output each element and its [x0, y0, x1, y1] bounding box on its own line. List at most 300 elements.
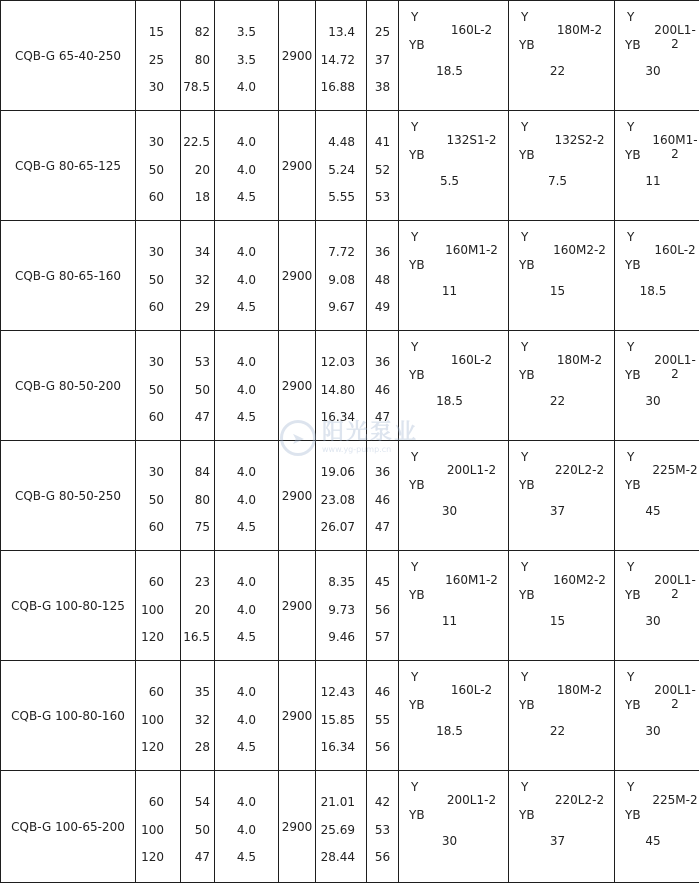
npsh-value: 4.0 [215, 157, 256, 185]
eff-value: 47 [367, 404, 398, 432]
motor-series-y: Y [521, 340, 528, 354]
shaft-power-cell [316, 771, 367, 883]
table-row [1, 661, 699, 771]
motor-cell [399, 441, 509, 551]
flow-value: 50 [136, 157, 164, 185]
motor-series-y: Y [627, 10, 634, 24]
motor-series-y: Y [627, 780, 634, 794]
efficiency-cell [367, 331, 399, 441]
watermark-url: www.yg-pump.cn [322, 445, 418, 455]
eff-value: 36 [367, 239, 398, 267]
flow-value: 100 [136, 707, 164, 735]
flow-values [136, 789, 180, 872]
motor-power: 18.5 [399, 64, 508, 78]
motor-series-yb: YB [625, 808, 641, 822]
motor-type: 160M2-2 [509, 243, 614, 257]
head-value: 28 [181, 734, 210, 762]
motor-type: 220L2-2 [509, 793, 614, 807]
model-name: CQB-G 80-65-160 [15, 269, 121, 283]
eff-values [367, 789, 398, 872]
eff-value: 53 [367, 817, 398, 845]
shaft-value: 13.4 [316, 19, 355, 47]
speed-cell [279, 771, 316, 883]
motor-cell [615, 551, 699, 661]
head-value: 34 [181, 239, 210, 267]
motor-series-y: Y [411, 10, 418, 24]
shaft-value: 9.08 [316, 267, 355, 295]
motor-series-yb: YB [519, 148, 535, 162]
flow-value: 100 [136, 817, 164, 845]
motor-series-y: Y [627, 120, 634, 134]
flow-value: 50 [136, 267, 164, 295]
motor-type: 160M1-2 [399, 573, 508, 587]
head-value: 50 [181, 377, 210, 405]
motor-series-yb: YB [625, 478, 641, 492]
flow-cell [136, 331, 181, 441]
motor-power: 22 [509, 64, 614, 78]
flow-value: 15 [136, 19, 164, 47]
motor-series-yb: YB [519, 808, 535, 822]
motor-series-y: Y [627, 450, 634, 464]
motor-cell [615, 441, 699, 551]
npsh-value: 4.5 [215, 184, 256, 212]
table-row [1, 771, 699, 883]
motor-series-y: Y [627, 670, 634, 684]
eff-value: 25 [367, 19, 398, 47]
motor-type: 200L1-2 [615, 683, 699, 711]
shaft-values [316, 129, 366, 212]
npsh-value: 4.0 [215, 817, 256, 845]
head-value: 80 [181, 487, 210, 515]
flow-value: 30 [136, 74, 164, 102]
head-value: 29 [181, 294, 210, 322]
flow-value: 60 [136, 514, 164, 542]
motor-cell [399, 1, 509, 111]
motor-power: 18.5 [399, 394, 508, 408]
motor-type: 200L1-2 [615, 353, 699, 381]
eff-value: 47 [367, 514, 398, 542]
eff-value: 46 [367, 487, 398, 515]
shaft-value: 12.43 [316, 679, 355, 707]
motor-series-y: Y [411, 560, 418, 574]
motor-power: 37 [509, 504, 614, 518]
motor-type: 160L-2 [399, 23, 508, 37]
head-value: 82 [181, 19, 210, 47]
motor-power: 30 [615, 394, 699, 408]
head-values [181, 679, 214, 762]
motor-power: 45 [615, 504, 699, 518]
speed-cell [279, 551, 316, 661]
flow-value: 60 [136, 184, 164, 212]
head-value: 35 [181, 679, 210, 707]
speed-cell [279, 1, 316, 111]
motor-type: 132S1-2 [399, 133, 508, 147]
shaft-power-cell [316, 1, 367, 111]
model-name: CQB-G 80-65-125 [15, 159, 121, 173]
speed-value: 2900 [282, 49, 313, 63]
npsh-cell [215, 331, 279, 441]
shaft-power-cell [316, 111, 367, 221]
shaft-value: 5.55 [316, 184, 355, 212]
efficiency-cell [367, 111, 399, 221]
motor-series-yb: YB [519, 588, 535, 602]
head-value: 32 [181, 267, 210, 295]
head-cell [181, 771, 215, 883]
motor-series-y: Y [521, 560, 528, 574]
model-name: CQB-G 80-50-250 [15, 489, 121, 503]
motor-power: 18.5 [399, 724, 508, 738]
eff-value: 55 [367, 707, 398, 735]
motor-cell [509, 661, 615, 771]
model-cell [1, 771, 136, 883]
eff-values [367, 679, 398, 762]
motor-cell [615, 331, 699, 441]
shaft-value: 5.24 [316, 157, 355, 185]
head-value: 16.5 [181, 624, 210, 652]
npsh-cell [215, 441, 279, 551]
motor-cell [509, 441, 615, 551]
motor-series-y: Y [521, 780, 528, 794]
flow-cell [136, 111, 181, 221]
npsh-cell [215, 771, 279, 883]
speed-cell [279, 661, 316, 771]
head-value: 32 [181, 707, 210, 735]
flow-value: 30 [136, 129, 164, 157]
flow-value: 60 [136, 789, 164, 817]
motor-series-yb: YB [409, 258, 425, 272]
speed-value: 2900 [282, 820, 313, 834]
shaft-value: 16.88 [316, 74, 355, 102]
npsh-cell [215, 551, 279, 661]
speed-value: 2900 [282, 709, 313, 723]
motor-power: 7.5 [509, 174, 614, 188]
motor-series-y: Y [411, 450, 418, 464]
motor-series-y: Y [411, 340, 418, 354]
motor-series-y: Y [521, 450, 528, 464]
npsh-value: 4.0 [215, 267, 256, 295]
eff-value: 38 [367, 74, 398, 102]
model-cell [1, 441, 136, 551]
eff-value: 52 [367, 157, 398, 185]
motor-series-yb: YB [625, 38, 641, 52]
shaft-value: 15.85 [316, 707, 355, 735]
motor-power: 22 [509, 394, 614, 408]
model-cell [1, 661, 136, 771]
motor-cell [509, 771, 615, 883]
motor-series-yb: YB [409, 368, 425, 382]
eff-values [367, 239, 398, 322]
head-values [181, 789, 214, 872]
shaft-value: 4.48 [316, 129, 355, 157]
npsh-value: 4.0 [215, 349, 256, 377]
motor-cell [399, 551, 509, 661]
flow-values [136, 569, 180, 652]
npsh-value: 4.0 [215, 129, 256, 157]
shaft-value: 16.34 [316, 404, 355, 432]
motor-series-yb: YB [625, 698, 641, 712]
eff-value: 41 [367, 129, 398, 157]
head-cell [181, 1, 215, 111]
shaft-values [316, 239, 366, 322]
head-cell [181, 221, 215, 331]
flow-values [136, 679, 180, 762]
motor-series-yb: YB [625, 588, 641, 602]
eff-value: 36 [367, 459, 398, 487]
motor-cell [399, 111, 509, 221]
eff-value: 56 [367, 597, 398, 625]
head-value: 18 [181, 184, 210, 212]
head-cell [181, 111, 215, 221]
head-values [181, 129, 214, 212]
shaft-values [316, 679, 366, 762]
npsh-value: 4.5 [215, 844, 256, 872]
motor-type: 225M-2 [615, 463, 699, 477]
flow-values [136, 239, 180, 322]
head-value: 53 [181, 349, 210, 377]
npsh-value: 4.0 [215, 459, 256, 487]
head-values [181, 19, 214, 102]
shaft-values [316, 569, 366, 652]
shaft-value: 14.80 [316, 377, 355, 405]
flow-values [136, 349, 180, 432]
motor-type: 160M2-2 [509, 573, 614, 587]
shaft-value: 8.35 [316, 569, 355, 597]
head-value: 54 [181, 789, 210, 817]
flow-value: 30 [136, 239, 164, 267]
motor-cell [509, 1, 615, 111]
eff-value: 56 [367, 844, 398, 872]
shaft-value: 23.08 [316, 487, 355, 515]
speed-cell [279, 331, 316, 441]
head-value: 20 [181, 157, 210, 185]
motor-cell [615, 771, 699, 883]
motor-type: 200L1-2 [399, 793, 508, 807]
head-cell [181, 331, 215, 441]
model-cell [1, 111, 136, 221]
npsh-cell [215, 111, 279, 221]
motor-power: 22 [509, 724, 614, 738]
motor-series-y: Y [411, 120, 418, 134]
motor-power: 11 [399, 614, 508, 628]
table-row [1, 331, 699, 441]
eff-value: 56 [367, 734, 398, 762]
model-cell [1, 331, 136, 441]
motor-cell [509, 331, 615, 441]
table-row [1, 111, 699, 221]
motor-series-yb: YB [625, 148, 641, 162]
flow-cell [136, 551, 181, 661]
head-values [181, 239, 214, 322]
motor-cell [399, 221, 509, 331]
head-value: 78.5 [181, 74, 210, 102]
speed-value: 2900 [282, 489, 313, 503]
motor-type: 220L2-2 [509, 463, 614, 477]
motor-series-yb: YB [519, 258, 535, 272]
speed-value: 2900 [282, 599, 313, 613]
efficiency-cell [367, 441, 399, 551]
shaft-value: 25.69 [316, 817, 355, 845]
flow-values [136, 459, 180, 542]
flow-value: 50 [136, 377, 164, 405]
head-cell [181, 441, 215, 551]
model-cell [1, 221, 136, 331]
npsh-cell [215, 1, 279, 111]
shaft-value: 28.44 [316, 844, 355, 872]
eff-value: 46 [367, 679, 398, 707]
shaft-power-cell [316, 661, 367, 771]
motor-series-yb: YB [409, 808, 425, 822]
npsh-value: 4.5 [215, 294, 256, 322]
npsh-values [215, 789, 278, 872]
flow-value: 60 [136, 679, 164, 707]
npsh-value: 4.0 [215, 239, 256, 267]
motor-cell [615, 221, 699, 331]
head-value: 23 [181, 569, 210, 597]
speed-value: 2900 [282, 379, 313, 393]
model-cell [1, 551, 136, 661]
eff-value: 45 [367, 569, 398, 597]
shaft-power-cell [316, 441, 367, 551]
motor-series-y: Y [521, 120, 528, 134]
motor-series-yb: YB [519, 38, 535, 52]
motor-power: 37 [509, 834, 614, 848]
shaft-power-cell [316, 551, 367, 661]
motor-power: 30 [399, 504, 508, 518]
efficiency-cell [367, 221, 399, 331]
motor-series-yb: YB [409, 148, 425, 162]
head-values [181, 569, 214, 652]
flow-value: 120 [136, 624, 164, 652]
head-value: 80 [181, 47, 210, 75]
npsh-values [215, 129, 278, 212]
flow-value: 50 [136, 487, 164, 515]
shaft-values [316, 19, 366, 102]
shaft-value: 7.72 [316, 239, 355, 267]
eff-value: 53 [367, 184, 398, 212]
eff-value: 49 [367, 294, 398, 322]
npsh-value: 4.0 [215, 789, 256, 817]
motor-cell [399, 661, 509, 771]
head-value: 22.5 [181, 129, 210, 157]
motor-power: 11 [615, 174, 699, 188]
motor-series-y: Y [521, 670, 528, 684]
motor-cell [615, 1, 699, 111]
motor-series-yb: YB [409, 698, 425, 712]
flow-values [136, 129, 180, 212]
eff-value: 57 [367, 624, 398, 652]
speed-value: 2900 [282, 159, 313, 173]
npsh-cell [215, 661, 279, 771]
npsh-value: 3.5 [215, 47, 256, 75]
shaft-value: 26.07 [316, 514, 355, 542]
npsh-value: 4.0 [215, 74, 256, 102]
flow-cell [136, 1, 181, 111]
flow-value: 120 [136, 844, 164, 872]
motor-power: 45 [615, 834, 699, 848]
motor-type: 200L1-2 [399, 463, 508, 477]
npsh-value: 4.0 [215, 377, 256, 405]
npsh-value: 4.0 [215, 487, 256, 515]
eff-values [367, 19, 398, 102]
motor-series-y: Y [411, 230, 418, 244]
eff-values [367, 129, 398, 212]
motor-cell [509, 111, 615, 221]
motor-type: 180M-2 [509, 353, 614, 367]
flow-values [136, 19, 180, 102]
motor-series-yb: YB [519, 698, 535, 712]
shaft-value: 9.46 [316, 624, 355, 652]
motor-cell [509, 221, 615, 331]
npsh-values [215, 19, 278, 102]
npsh-value: 4.5 [215, 404, 256, 432]
shaft-value: 16.34 [316, 734, 355, 762]
eff-values [367, 459, 398, 542]
flow-value: 60 [136, 404, 164, 432]
shaft-value: 19.06 [316, 459, 355, 487]
motor-type: 225M-2 [615, 793, 699, 807]
motor-type: 132S2-2 [509, 133, 614, 147]
head-value: 50 [181, 817, 210, 845]
flow-value: 25 [136, 47, 164, 75]
npsh-values [215, 349, 278, 432]
motor-power: 30 [615, 614, 699, 628]
motor-type: 180M-2 [509, 23, 614, 37]
motor-series-y: Y [627, 340, 634, 354]
flow-value: 100 [136, 597, 164, 625]
shaft-value: 9.67 [316, 294, 355, 322]
npsh-value: 3.5 [215, 19, 256, 47]
motor-series-yb: YB [519, 478, 535, 492]
flow-cell [136, 441, 181, 551]
flow-value: 30 [136, 349, 164, 377]
motor-series-y: Y [627, 230, 634, 244]
shaft-power-cell [316, 331, 367, 441]
motor-type: 160M1-2 [615, 133, 699, 161]
eff-value: 42 [367, 789, 398, 817]
head-values [181, 459, 214, 542]
head-value: 20 [181, 597, 210, 625]
motor-power: 30 [399, 834, 508, 848]
speed-cell [279, 441, 316, 551]
flow-value: 30 [136, 459, 164, 487]
motor-power: 5.5 [399, 174, 508, 188]
flow-cell [136, 221, 181, 331]
npsh-value: 4.0 [215, 707, 256, 735]
motor-series-yb: YB [409, 38, 425, 52]
table-row [1, 221, 699, 331]
speed-value: 2900 [282, 269, 313, 283]
motor-type: 180M-2 [509, 683, 614, 697]
motor-series-yb: YB [625, 368, 641, 382]
motor-power: 15 [509, 284, 614, 298]
speed-cell [279, 111, 316, 221]
shaft-values [316, 789, 366, 872]
shaft-value: 9.73 [316, 597, 355, 625]
motor-series-y: Y [521, 10, 528, 24]
motor-series-yb: YB [409, 478, 425, 492]
motor-power: 30 [615, 724, 699, 738]
head-value: 47 [181, 844, 210, 872]
table-row [1, 441, 699, 551]
head-values [181, 349, 214, 432]
npsh-value: 4.0 [215, 597, 256, 625]
efficiency-cell [367, 661, 399, 771]
sun-logo-icon: ➤ [280, 420, 316, 456]
shaft-value: 21.01 [316, 789, 355, 817]
motor-type: 160L-2 [399, 683, 508, 697]
model-name: CQB-G 100-80-125 [11, 599, 125, 613]
speed-cell [279, 221, 316, 331]
